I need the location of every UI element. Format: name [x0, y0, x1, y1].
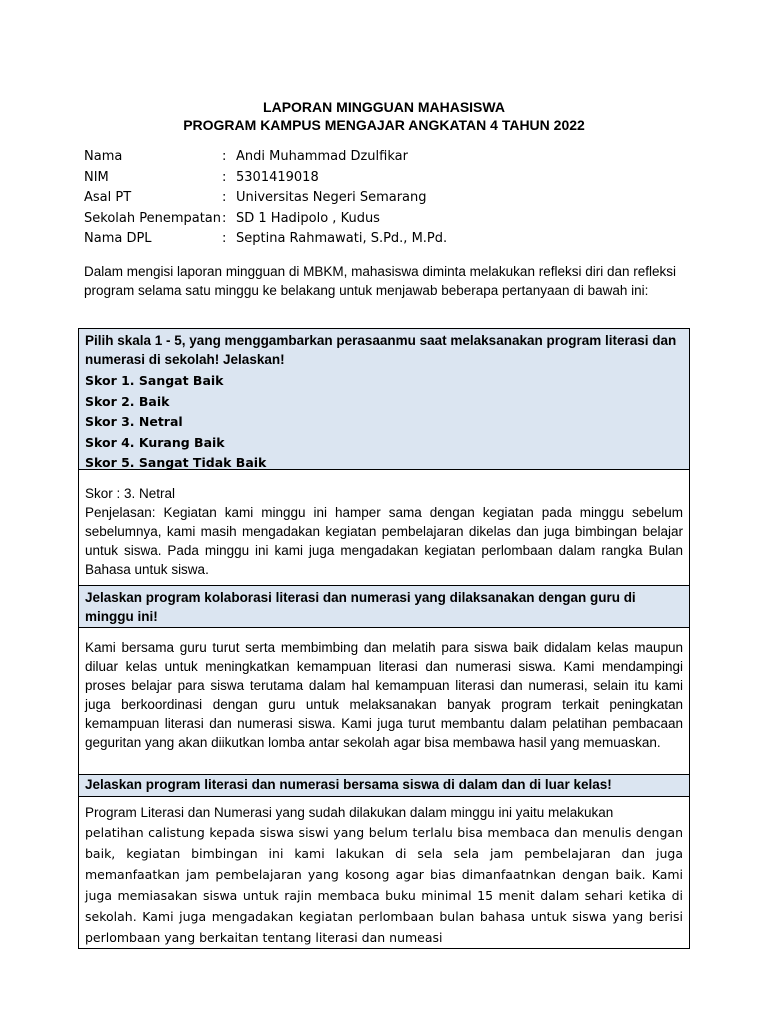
identity-colon: : — [222, 231, 227, 246]
score-option: Skor 1. Sangat Baik — [85, 373, 224, 388]
identity-value: Andi Muhammad Dzulfikar — [236, 149, 408, 164]
question-cell — [79, 775, 689, 797]
identity-label: NIM — [84, 169, 109, 185]
answer-text: Kami bersama guru turut serta membimbing dan melatih para siswa baik didalam kelas maupun diluar kelas untuk meningkatkan kemampuan literasi dan numerasi siswa. Kami mendampingi proses belajar para siswa terutama dalam hal kemampuan literasi dan numerasi, selain itu kami juga berkoordinasi dengan guru untuk melaksanakan banyak program terkait peningkatan kemampuan literasi dan numerasi siswa. Kami juga turut membantu dalam pelatihan pembacaan geguritan yang akan diikutkan lomba antar sekolah agar bisa membawa hasil yang memuaskan. — [85, 640, 683, 750]
identity-label: Sekolah Penempatan — [84, 210, 222, 226]
identity-block — [84, 147, 447, 250]
answer-text: Penjelasan: Kegiatan kami minggu ini hamper sama dengan kegiatan pada minggu sebelum sebelumnya, kami masih mengadakan kegiatan pembelajaran dikelas dan juga bimbingan belajar untuk siswa. Pada minggu ini kami juga mengadakan kegiatan perlombaan dalam rangka Bulan Bahasa untuk siswa. — [85, 505, 683, 577]
report-title: LAPORAN MINGGUAN MAHASISWA — [263, 99, 505, 115]
question-text: Pilih skala 1 - 5, yang menggambarkan perasaanmu saat melaksanakan program literasi dan numerasi di sekolah! Jelaskan! — [85, 333, 677, 367]
section-scale — [78, 328, 690, 949]
identity-value: 5301419018 — [236, 169, 319, 185]
identity-value: SD 1 Hadipolo , Kudus — [236, 210, 380, 226]
answer-text: pelatihan calistung kepada siswa siswi yang belum terlalu bisa membaca dan menulis dengan baik, kegiatan bimbingan ini kami lakukan di sela sela jam pembelajaran dan juga memanfaatkan jam pembelajaran yang kosong agar bias dimanfaatnkan dengan baik. Kami juga memiasakan siswa untuk rajin membaca buku minimal 15 menit dalam sehari ketika di sekolah. Kami juga mengadakan kegiatan perlombaan bulan bahasa untuk siswa yang berisi perlombaan yang berkaitan tentang literasi dan numeasi — [85, 825, 683, 945]
identity-row — [84, 147, 447, 168]
identity-colon: : — [222, 210, 227, 226]
identity-row — [84, 229, 447, 250]
intro-paragraph: Dalam mengisi laporan mingguan di MBKM, mahasiswa diminta melakukan refleksi diri dan refleksi program selama satu minggu ke belakang untuk menjawab beberapa pertanyaan di bawah ini: — [84, 264, 677, 298]
identity-row — [84, 209, 447, 230]
identity-label: Nama — [84, 149, 123, 164]
question-cell — [79, 586, 689, 628]
identity-row — [84, 188, 447, 209]
answer-cell — [79, 797, 689, 949]
identity-value: Universitas Negeri Semarang — [236, 190, 427, 205]
identity-value: Septina Rahmawati, S.Pd., M.Pd. — [236, 231, 448, 246]
question-cell — [79, 329, 689, 470]
score-option: Skor 3. Netral — [85, 414, 183, 429]
score-option: Skor 5. Sangat Tidak Baik — [85, 455, 267, 470]
identity-label: Nama DPL — [84, 231, 152, 246]
identity-colon: : — [222, 149, 227, 164]
identity-label: Asal PT — [84, 190, 132, 205]
answer-cell — [79, 470, 689, 586]
score-option: Skor 2. Baik — [85, 393, 170, 409]
question-text: Jelaskan program literasi dan numerasi bersama siswa di dalam dan di luar kelas! — [85, 777, 612, 792]
report-subtitle: PROGRAM KAMPUS MENGAJAR ANGKATAN 4 TAHUN 2022 — [183, 117, 585, 133]
identity-colon: : — [222, 190, 227, 205]
score-option: Skor 4. Kurang Baik — [85, 434, 225, 450]
answer-score: Skor : 3. Netral — [85, 486, 176, 501]
identity-colon: : — [222, 169, 227, 185]
answer-lead: Program Literasi dan Numerasi yang sudah dilakukan dalam minggu ini yaitu melakukan — [85, 805, 614, 820]
question-text: Jelaskan program kolaborasi literasi dan numerasi yang dilaksanakan dengan guru di minggu ini! — [85, 590, 636, 624]
answer-cell — [79, 628, 689, 775]
identity-row — [84, 168, 447, 189]
